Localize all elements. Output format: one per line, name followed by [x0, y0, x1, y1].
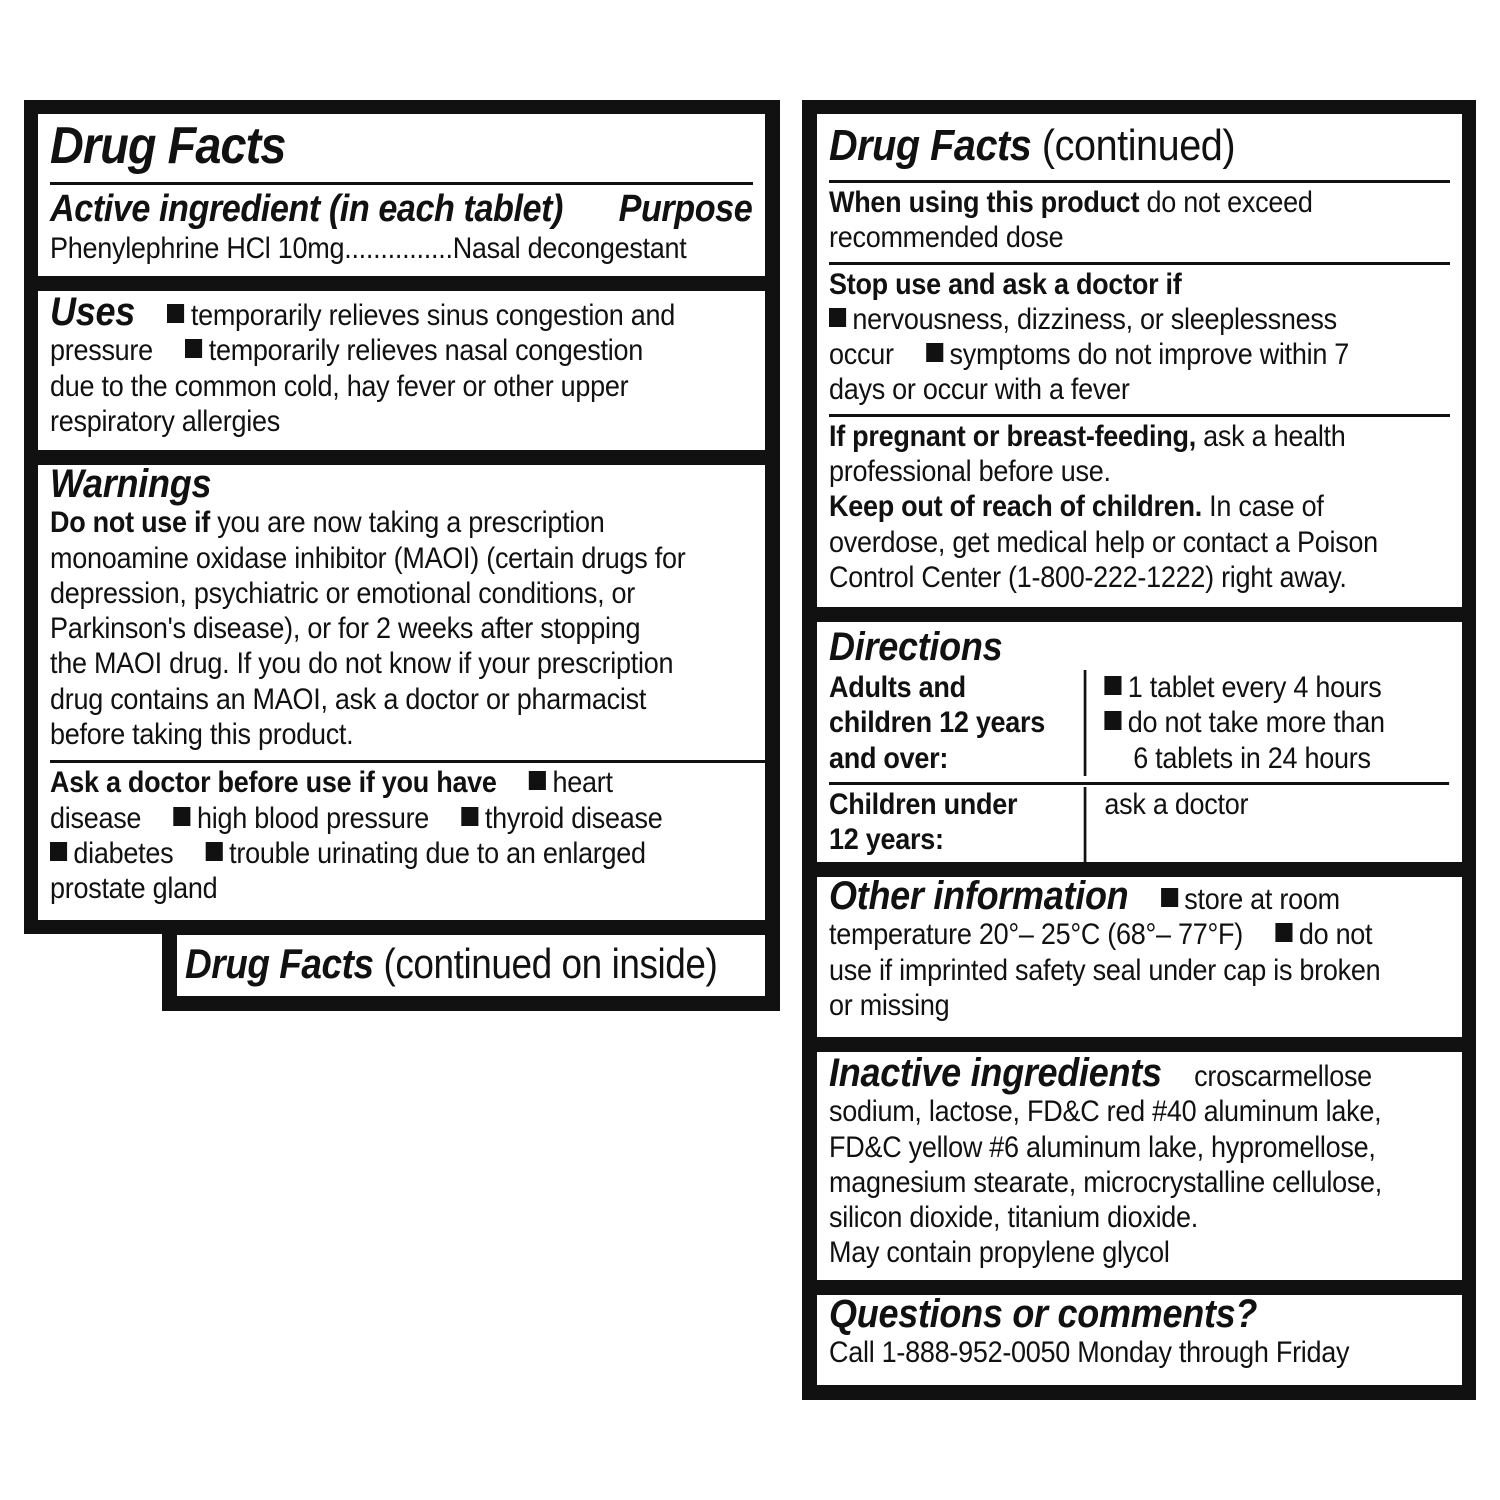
stop-use-heading: Stop use and ask a doctor if — [829, 267, 1182, 301]
ask-doctor-item: diabetes — [73, 836, 174, 870]
keep-out-line: In case of — [1201, 490, 1324, 524]
ask-doctor-item: heart — [552, 766, 613, 800]
inactive-ingredients-line: magnesium stearate, microcrystalline cellulose, — [829, 1165, 1383, 1199]
warnings-heading: Warnings — [50, 465, 212, 506]
do-not-use-line: before taking this product. — [50, 718, 354, 752]
directions-dose-item: do not take more than — [1127, 706, 1385, 740]
uses-section — [38, 291, 765, 450]
do-not-use-line: Parkinson's disease), or for 2 weeks after stopping — [50, 612, 641, 646]
bullet-icon — [461, 807, 478, 826]
inactive-ingredients-line: FD&C yellow #6 aluminum lake, hypromellose, — [829, 1130, 1376, 1164]
bullet-icon — [1161, 888, 1178, 907]
inactive-ingredients-text — [829, 1052, 1449, 1271]
do-not-use-line: depression, psychiatric or emotional conditions, or — [50, 576, 636, 610]
inactive-ingredients-line: May contain propylene glycol — [829, 1236, 1170, 1270]
keep-out-line: overdose, get medical help or contact a Poison — [829, 525, 1378, 559]
other-info-item: do not — [1298, 918, 1373, 952]
right-title-rule — [829, 180, 1450, 183]
continued-title: Drug Facts — [185, 940, 374, 987]
directions-child-line: Children under — [829, 787, 1018, 821]
stop-use-item: nervousness, dizziness, or sleeplessness — [852, 302, 1337, 336]
when-using-line: do not exceed — [1139, 186, 1313, 219]
active-header-row — [50, 187, 752, 231]
do-not-use-line: the MAOI drug. If you do not know if your prescription — [50, 647, 674, 681]
keep-out-heading: Keep out of reach of children. — [829, 490, 1202, 524]
when-using-heading: When using this product — [829, 186, 1140, 219]
bullet-icon — [50, 842, 67, 861]
pregnant-line: professional before use. — [829, 455, 1111, 489]
inactive-ingredients-heading: Inactive ingredients — [829, 1052, 1162, 1095]
pregnant-keep-text — [829, 419, 1449, 595]
bullet-icon — [1104, 676, 1121, 695]
directions-adult-line: and over: — [829, 741, 949, 775]
uses-item-1b: pressure — [50, 334, 153, 368]
pregnant-heading: If pregnant or breast-feeding, — [829, 419, 1196, 453]
directions-text — [829, 624, 1449, 862]
purpose-heading: Purpose — [618, 188, 753, 230]
when-using-line: recommended dose — [829, 221, 1064, 255]
continued-note: (continued on inside) — [383, 940, 718, 987]
directions-table — [829, 670, 1449, 862]
bullet-icon — [829, 308, 846, 327]
other-info-text — [829, 879, 1449, 1023]
keep-out-line: Control Center (1-800-222-1222) right away. — [829, 560, 1347, 594]
pregnant-line: ask a health — [1195, 419, 1346, 453]
active-ingredient-section — [38, 114, 765, 276]
ask-doctor-item: disease — [50, 801, 142, 835]
bullet-icon — [167, 304, 184, 323]
active-ingredient-heading: Active ingredient (in each tablet) — [50, 188, 563, 230]
uses-item-1a: temporarily relieves sinus congestion and — [190, 299, 676, 332]
directions-heading: Directions — [829, 625, 1003, 669]
questions-section — [817, 1295, 1462, 1385]
right-title-row — [829, 116, 1449, 176]
directions-row-rule — [829, 782, 1449, 785]
bullet-icon — [174, 807, 191, 826]
directions-child-dose — [1086, 787, 1449, 862]
do-not-use-line: you are now taking a prescription — [209, 506, 605, 540]
uses-text — [50, 291, 752, 439]
right-top-section — [817, 114, 1462, 607]
questions-line: Call 1-888-952-0050 Monday through Friday — [829, 1336, 1350, 1370]
inactive-ingredients-section — [817, 1052, 1462, 1280]
warnings-text — [50, 467, 752, 752]
directions-child-line: 12 years: — [829, 823, 944, 857]
do-not-use-line: drug contains an MAOI, ask a doctor or pharmacist — [50, 682, 647, 716]
directions-dose-item: 1 tablet every 4 hours — [1127, 671, 1382, 704]
stop-use-item: days or occur with a fever — [829, 373, 1130, 407]
drug-facts-title: Drug Facts — [50, 117, 286, 175]
inactive-ingredients-line: silicon dioxide, titanium dioxide. — [829, 1201, 1199, 1235]
questions-heading: Questions or comments? — [829, 1295, 1258, 1336]
stop-use-text — [829, 267, 1449, 408]
bullet-icon — [185, 339, 202, 358]
other-info-section — [817, 877, 1462, 1037]
ask-doctor-item: thyroid disease — [484, 801, 663, 835]
ask-doctor-item: prostate gland — [50, 872, 218, 906]
when-using-text — [829, 185, 1449, 256]
bullet-icon — [1275, 923, 1292, 942]
right-drug-facts-title: Drug Facts — [829, 121, 1032, 170]
right-title-note: (continued) — [1041, 121, 1236, 170]
directions-child-label — [829, 787, 1086, 862]
ask-doctor-item: high blood pressure — [197, 801, 430, 835]
ask-doctor-text — [50, 765, 752, 906]
ask-doctor-item: trouble urinating due to an enlarged — [229, 836, 646, 870]
warnings-section — [38, 465, 765, 920]
directions-dose-item: 6 tablets in 24 hours — [1133, 741, 1371, 775]
directions-adult-line: children 12 years — [829, 706, 1046, 740]
other-info-item: store at room — [1184, 883, 1340, 916]
other-info-heading: Other information — [829, 877, 1129, 918]
do-not-use-heading: Do not use if — [50, 506, 210, 540]
inactive-ingredients-line: croscarmellose — [1194, 1060, 1372, 1093]
other-info-item: or missing — [829, 988, 950, 1022]
uses-item-2b: due to the common cold, hay fever or other upper — [50, 369, 629, 403]
other-info-item: temperature 20°– 25°C (68°– 77°F) — [829, 918, 1243, 952]
directions-adult-line: Adults and — [829, 671, 966, 704]
warnings-rule — [50, 760, 765, 763]
uses-heading: Uses — [50, 291, 135, 334]
stop-use-item: occur — [829, 338, 894, 372]
uses-item-2c: respiratory allergies — [50, 404, 280, 438]
stop-use-item: symptoms do not improve within 7 — [949, 338, 1350, 372]
other-info-item: use if imprinted safety seal under cap is broken — [829, 953, 1381, 987]
active-ingredient-line: Phenylephrine HCl 10mg...............Nasal decongestant — [50, 232, 687, 265]
directions-adult-dose — [1086, 670, 1449, 776]
continued-tab — [177, 935, 765, 996]
directions-section — [817, 622, 1462, 862]
bullet-icon — [926, 343, 943, 362]
title-rule — [50, 182, 753, 185]
stop-rule — [829, 414, 1450, 417]
when-rule — [829, 262, 1450, 265]
bullet-icon — [206, 842, 223, 861]
do-not-use-line: monoamine oxidase inhibitor (MAOI) (certain drugs for — [50, 541, 686, 575]
questions-text — [829, 1297, 1449, 1371]
directions-child-item: ask a doctor — [1104, 787, 1249, 821]
ask-doctor-heading: Ask a doctor before use if you have — [50, 766, 497, 800]
inactive-ingredients-line: sodium, lactose, FD&C red #40 aluminum lake, — [829, 1095, 1382, 1129]
bullet-icon — [529, 771, 546, 790]
continued-label — [185, 935, 755, 993]
directions-adult-label — [829, 670, 1086, 776]
uses-item-2a: temporarily relieves nasal congestion — [208, 334, 643, 368]
bullet-icon — [1104, 711, 1121, 730]
